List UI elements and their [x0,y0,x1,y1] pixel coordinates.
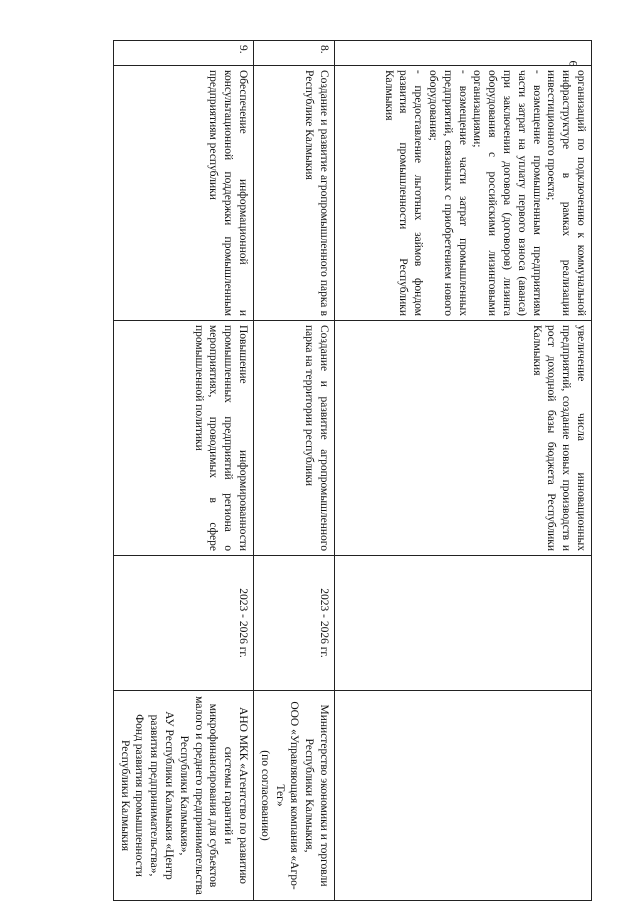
result-cell: Повышение информированности промышленных предприятий региона о мероприятиях, проводимых в сфере промышленной политики [113,321,253,556]
result-cell: Создание и развитие агропромышленного парка на территории республики [254,321,335,556]
row-number: 8. [254,41,335,66]
page-number: 6 [566,60,581,67]
measures-table [113,40,592,901]
measure-cell: организаций по подключению к коммунальной инфраструктуре в рамках реализации инвестиционного проекта; - возмещение промышленным предприятиям части затрат на уплату первого взноса (аванса) при заключении договора (договоров) лизинга оборудования с российскими лизинговыми организациями; - возмещение части затрат промышленных предприятий, связанных с приобретением нового оборудования; - предоставление льготных займов фондом развития промышленности Республики Калмыкия [335,66,592,321]
period-cell: 2023 - 2026 гг. [113,556,253,691]
measure-cell: Создание и развитие агропромышленного парка в Республике Калмыкия [254,66,335,321]
row-number [335,41,592,66]
table-row [335,41,592,901]
table-row [254,41,335,901]
table-row [113,41,253,901]
executor-cell: АНО МКК «Агентство по развитию системы гарантий и микрофинансирования для субъектов малого и среднего предпринимательства Республики Калмыкия», АУ Республики Калмыкия «Центр развития предпринимательства», Фонд развития промышленности Республики Калмыкия [113,691,253,901]
result-cell: увеличение числа инновационных предприятий, создание новых производств и рост доходной базы бюджета Республики Калмыкия [335,321,592,556]
row-number: 9. [113,41,253,66]
period-cell: 2023 - 2026 гг. [254,556,335,691]
period-cell [335,556,592,691]
executor-cell: Министерство экономики и торговли Республики Калмыкия, ООО «Управляющая компания «Агро-Тег» (по согласованию) [254,691,335,901]
measure-cell: Обеспечение информационной и консультационной поддержки промышленным предприятиям республики [113,66,253,321]
executor-cell [335,691,592,901]
